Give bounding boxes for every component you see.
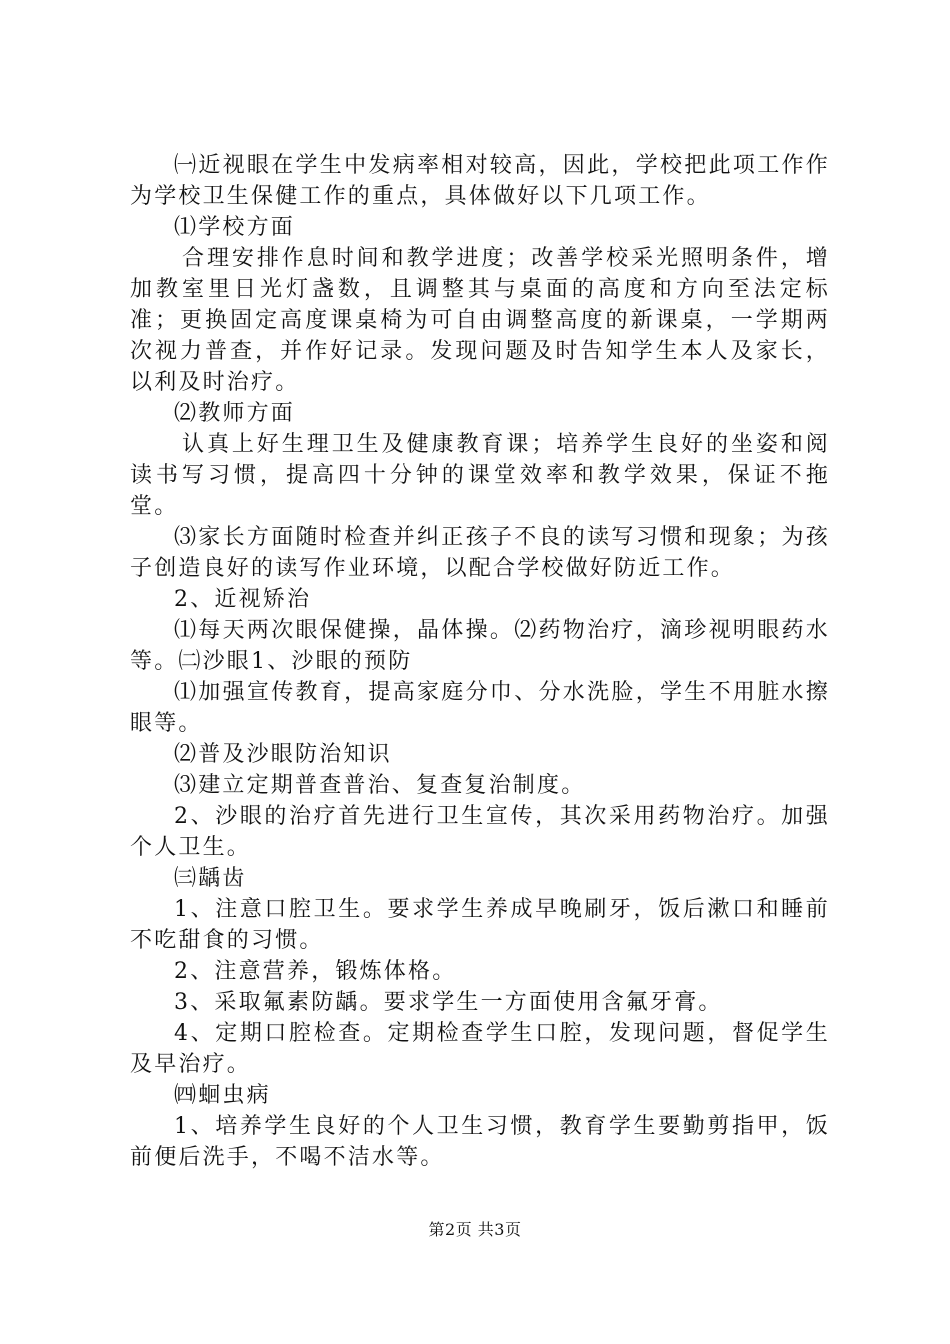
paragraph-hygiene-habits: 1、培养学生良好的个人卫生习惯，教育学生要勤剪指甲，饭前便后洗手，不喝不洁水等。 [130, 1114, 830, 1170]
heading-roundworm: ㈣蛔虫病 [174, 1083, 271, 1108]
paragraph-oral-hygiene: 1、注意口腔卫生。要求学生养成早晚刷牙，饭后漱口和睡前不吃甜食的习惯。 [130, 897, 830, 953]
paragraph-trachoma-screening: ⑶建立定期普查普治、复查复治制度。 [174, 773, 586, 798]
paragraph-correction-trachoma: ⑴每天两次眼保健操，晶体操。⑵药物治疗，滴珍视明眼药水等。㈡沙眼1、沙眼的预防 [130, 618, 830, 674]
paragraph-trachoma-education: ⑴加强宣传教育，提高家庭分巾、分水洗脸，学生不用脏水擦眼等。 [130, 680, 830, 736]
paragraph-teacher-measures: 认真上好生理卫生及健康教育课；培养学生良好的坐姿和阅读书写习惯，提高四十分钟的课堂效率和教学效果，保证不拖堂。 [130, 432, 830, 519]
paragraph-fluoride: 3、采取氟素防龋。要求学生一方面使用含氟牙膏。 [174, 990, 723, 1015]
page-number-footer: 第2页 共3页 [428, 1220, 522, 1239]
heading-myopia-correction: 2、近视矫治 [174, 587, 312, 612]
paragraph-trachoma-knowledge: ⑵普及沙眼防治知识 [174, 742, 392, 767]
paragraph-parent-measures: ⑶家长方面随时检查并纠正孩子不良的读写习惯和现象；为孩子创造良好的读写作业环境，以配合学校做好防近工作。 [130, 525, 830, 581]
document-body [130, 150, 830, 1173]
heading-dental-caries: ㈢龋齿 [174, 866, 247, 891]
paragraph-school-measures: 合理安排作息时间和教学进度；改善学校采光照明条件，增加教室里日光灯盏数，且调整其与桌面的高度和方向至法定标准；更换固定高度课桌椅为可自由调整高度的新课桌，一学期两次视力普查，并作好记录。发现问题及时告知学生本人及家长，以利及时治疗。 [130, 246, 830, 395]
heading-teacher-aspect: ⑵教师方面 [174, 401, 296, 426]
paragraph-oral-checkup: 4、定期口腔检查。定期检查学生口腔，发现问题，督促学生及早治疗。 [130, 1021, 830, 1077]
paragraph-trachoma-treatment: 2、沙眼的治疗首先进行卫生宣传，其次采用药物治疗。加强个人卫生。 [130, 804, 830, 860]
paragraph-nutrition: 2、注意营养，锻炼体格。 [174, 959, 457, 984]
heading-school-aspect: ⑴学校方面 [174, 215, 296, 240]
paragraph-myopia-intro: ㈠近视眼在学生中发病率相对较高，因此，学校把此项工作作为学校卫生保健工作的重点，具体做好以下几项工作。 [130, 153, 830, 209]
